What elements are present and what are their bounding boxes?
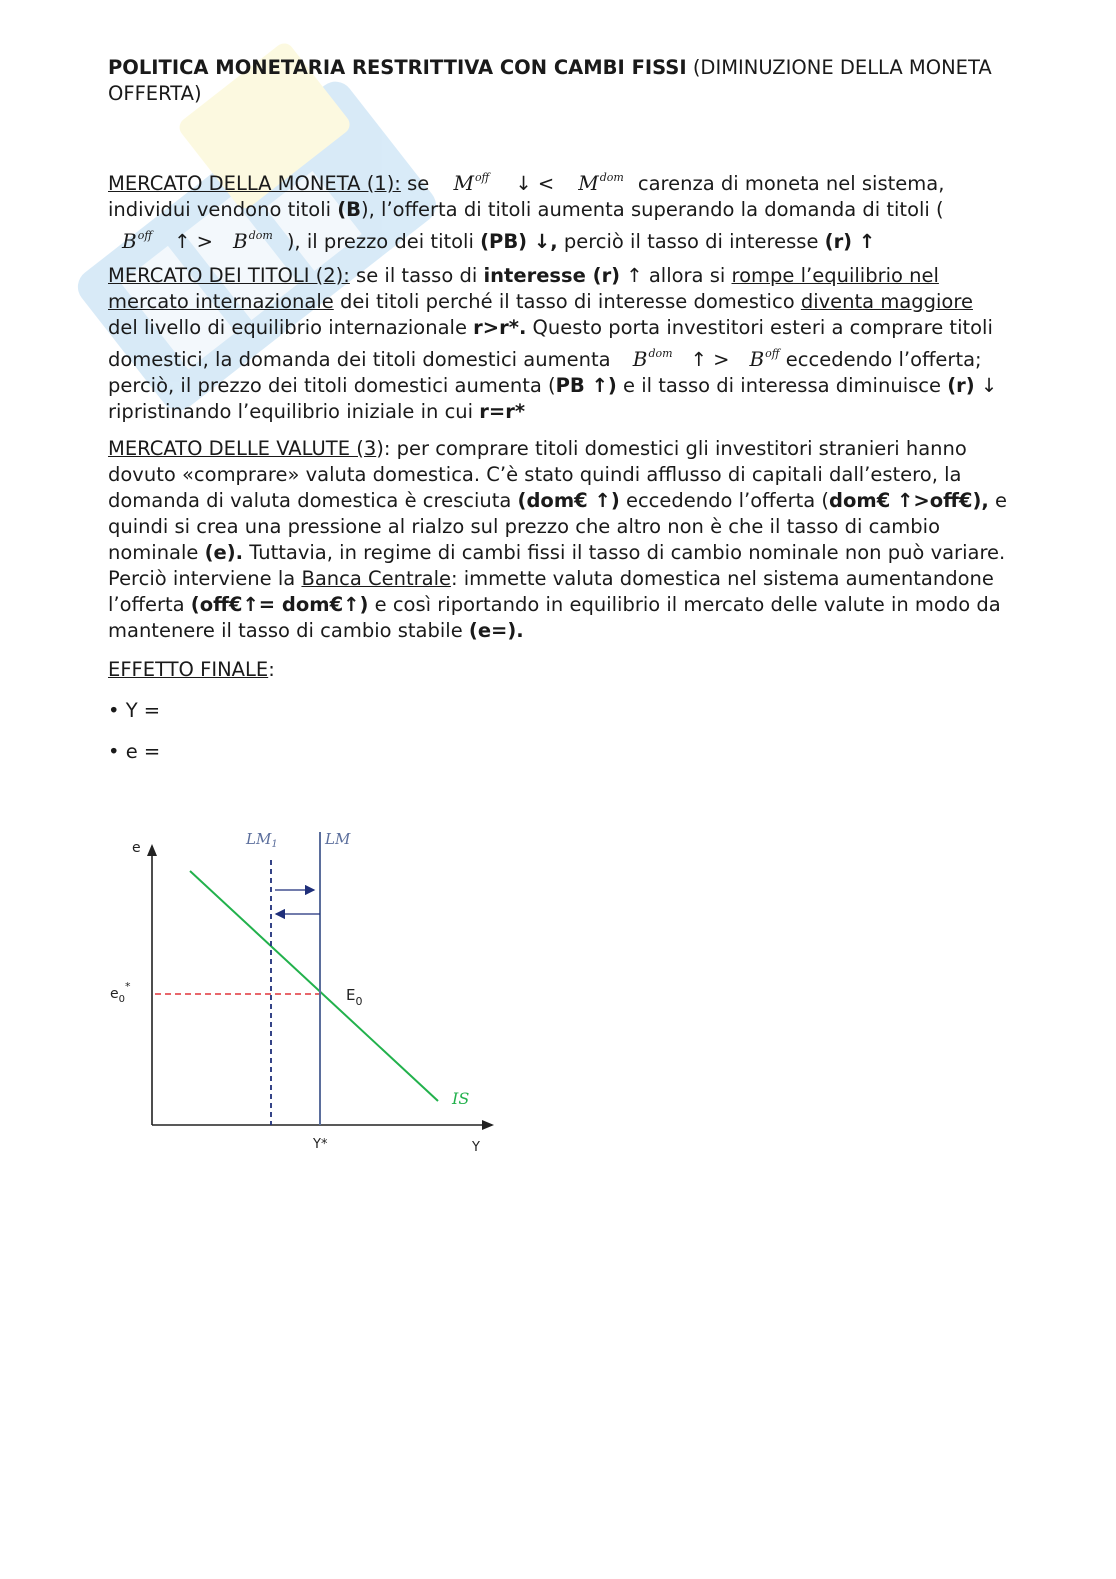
math-m-dom: $M^{dom}$ (578, 171, 624, 195)
section-heading: MERCATO DELLA MONETA (1): (108, 172, 401, 195)
section-mercato-titoli: MERCATO DEI TITOLI (2): se il tasso di interesse (r) ↑ allora si rompe l’equilibrio nel mercato internazionale dei titoli perché il tasso di interesse domestico diventa maggiore del livello di equilibrio internazionale r>r*. Questo porta investitori esteri a comprare titoli domestici, la domanda dei titoli domestici aumenta $B^{dom}$ ↑ > $B^{off}$ eccedendo l’offerta; perciò, il prezzo dei titoli domestici aumenta (PB ↑) e il tasso di interessa diminuisce (r) ↓ ripristinando l’equilibrio iniziale in cui r=r* (108, 264, 998, 423)
math-b-dom: $B^{dom}$ (233, 229, 273, 253)
math-b-dom: $B^{dom}$ (632, 347, 673, 371)
y-tick-e0-star: $e_0^*$ (110, 980, 131, 1005)
math-m-off: $M^{off}$ (453, 171, 490, 195)
x-tick-y-star: Y* (313, 1137, 328, 1152)
section-heading: MERCATO DEI TITOLI (2): (108, 264, 350, 287)
effetto-finale-heading: EFFETTO FINALE: (108, 658, 275, 681)
is-label: IS (452, 1089, 470, 1108)
section-heading: MERCATO DELLE VALUTE (3 (108, 437, 377, 460)
page-title: POLITICA MONETARIA RESTRITTIVA CON CAMBI FISSI (DIMINUZIONE DELLA MONETA OFFERTA) (108, 56, 992, 105)
y-axis-label: e (132, 840, 141, 856)
x-axis-label: Y (472, 1140, 480, 1155)
bullet-y: • Y = (108, 699, 161, 722)
equilibrium-label: $E_0$ (346, 986, 363, 1008)
section-mercato-valute: MERCATO DELLE VALUTE (3): per comprare titoli domestici gli investitori stranieri hanno dovuto «comprare» valuta domestica. C’è stato quindi afflusso di capitali dall’estero, la domanda di valuta domestica è cresciuta (dom€ ↑) eccedendo l’offerta (dom€ ↑>off€), e quindi si crea una pressione al rialzo sul prezzo che altro non è che il tasso di cambio nominale (e). Tuttavia, in regime di cambi fissi il tasso di cambio nominale non può variare. Perciò interviene la Banca Centrale: immette valuta domestica nel sistema aumentandone l’offerta (off€↑= dom€↑) e così riportando in equilibrio il mercato delle valute in modo da mantenere il tasso di cambio stabile (e=). (108, 437, 1008, 642)
section-mercato-moneta: MERCATO DELLA MONETA (1): se $M^{off}$ ↓ < $M^{dom}$ carenza di moneta nel sistema, individui vendono titoli (B), l’offerta di titoli aumenta superando la domanda di titoli ( $B^{off}$ ↑ > $B^{dom}$ ), il prezzo dei titoli (PB) ↓, perciò il tasso di interesse (r) ↑ (108, 171, 945, 253)
is-lm-chart (100, 820, 510, 1165)
y-axis-arrow (147, 844, 157, 856)
lm1-label: $LM_1$ (246, 830, 278, 850)
bullet-e: • e = (108, 740, 161, 763)
x-axis-arrow (482, 1120, 494, 1130)
lm-label: LM (325, 830, 351, 848)
math-b-off: $B^{off}$ (749, 347, 780, 371)
math-b-off: $B^{off}$ (122, 229, 153, 253)
is-curve (190, 871, 438, 1101)
